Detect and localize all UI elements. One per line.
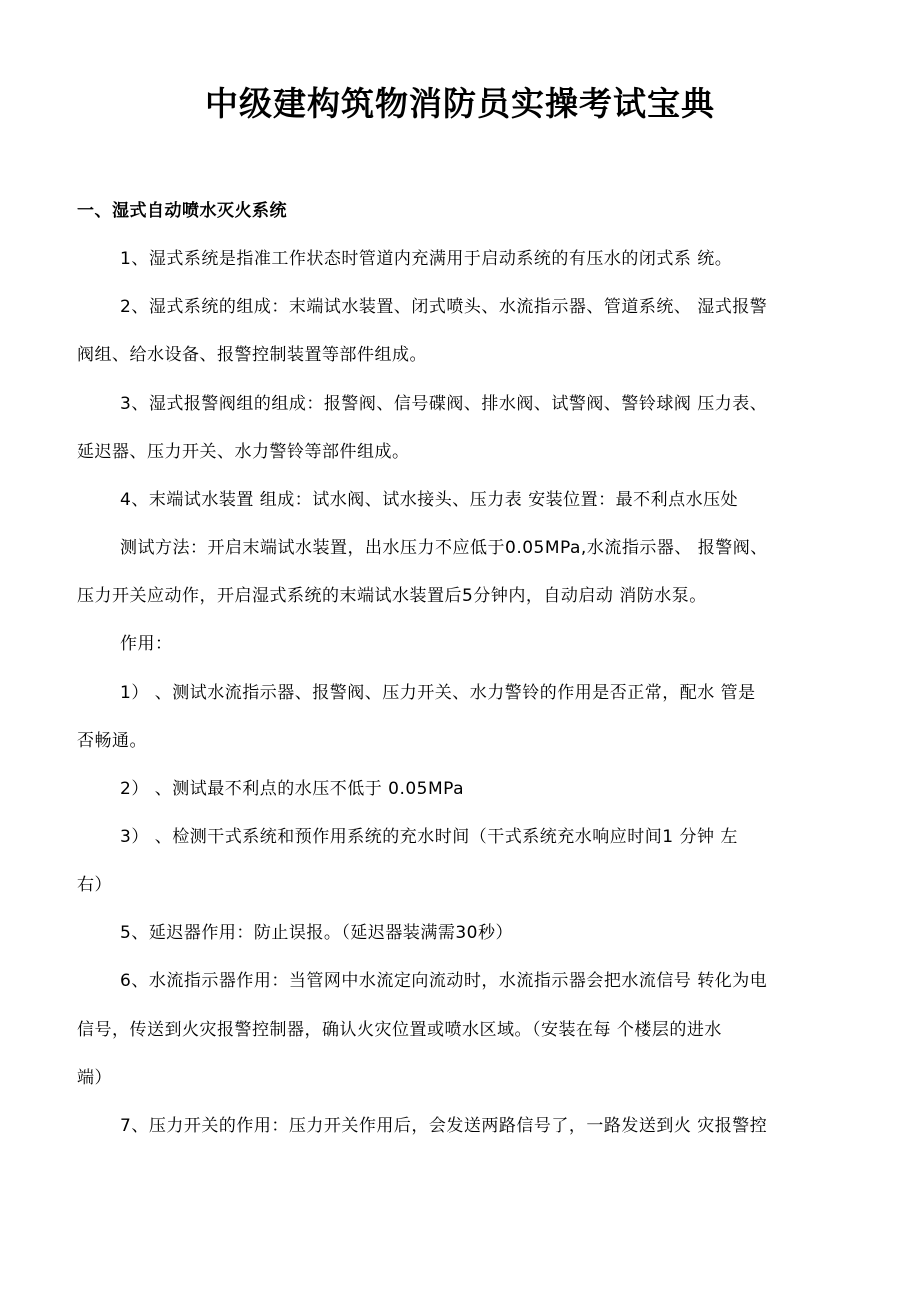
paragraph-line: 压力开关应动作，开启湿式系统的末端试水装置后5分钟内，自动启动 消防水泵。 [77, 586, 707, 606]
paragraph-line: 6、水流指示器作用：当管网中水流定向流动时，水流指示器会把水流信号 转化为电 [120, 971, 768, 991]
page-title: 中级建构筑物消防员实操考试宝典 [205, 84, 715, 123]
list-item-line: 1） 、测试水流指示器、报警阀、压力开关、水力警铃的作用是否正常，配水 管是 [120, 683, 756, 703]
paragraph-line: 2、湿式系统的组成：末端试水装置、闭式喷头、水流指示器、管道系统、 湿式报警 [120, 297, 768, 317]
paragraph-line: 作用： [120, 634, 173, 654]
paragraph-line: 延迟器、压力开关、水力警铃等部件组成。 [77, 442, 410, 462]
paragraph-line: 1、湿式系统是指准工作状态时管道内充满用于启动系统的有压水的闭式系 统。 [120, 249, 733, 269]
list-item-line: 2） 、测试最不利点的水压不低于 0.05MPa [120, 779, 465, 799]
list-item-line: 右） [77, 875, 112, 895]
paragraph-line: 测试方法：开启末端试水装置，出水压力不应低于0.05MPa,水流指示器、 报警阀、 [120, 538, 768, 558]
paragraph-line: 7、压力开关的作用：压力开关作用后，会发送两路信号了，一路发送到火 灾报警控 [120, 1116, 768, 1136]
list-item-line: 3） 、检测干式系统和预作用系统的充水时间（干式系统充水响应时间1 分钟 左 [120, 827, 738, 847]
list-item-line: 否畅通。 [77, 731, 147, 751]
paragraph-line: 端） [77, 1068, 112, 1088]
section-heading: 一、湿式自动喷水灭火系统 [77, 201, 287, 221]
paragraph-line: 5、延迟器作用：防止误报。（延迟器装满需30秒） [120, 923, 513, 943]
paragraph-line: 信号，传送到火灾报警控制器，确认火灾位置或喷水区域。（安装在每 个楼层的进水 [77, 1020, 722, 1040]
paragraph-line: 3、湿式报警阀组的组成：报警阀、信号碟阀、排水阀、试警阀、警铃球阀 压力表、 [120, 394, 768, 414]
paragraph-line: 4、末端试水装置 组成：试水阀、试水接头、压力表 安装位置：最不利点水压处 [120, 490, 739, 510]
paragraph-line: 阀组、给水设备、报警控制装置等部件组成。 [77, 345, 427, 365]
